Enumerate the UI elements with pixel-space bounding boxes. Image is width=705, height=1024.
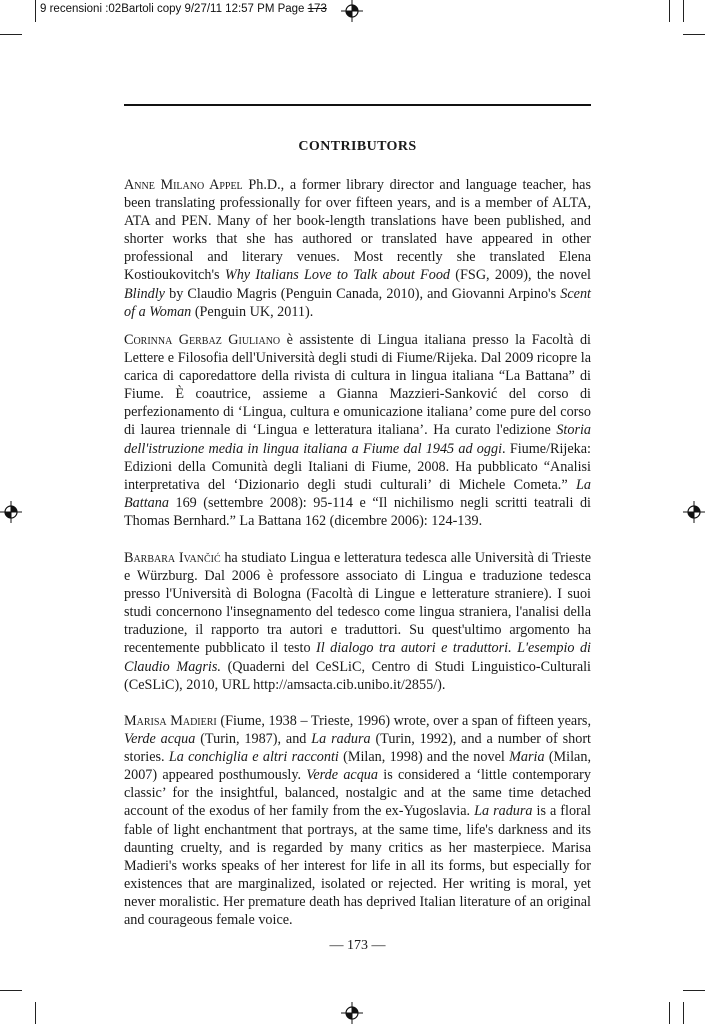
crop-mark-br-v [669,1002,670,1024]
registration-mark-left-icon [0,501,22,523]
contributor-entry-appel [124,176,591,321]
crop-mark-tl-h [0,34,22,35]
bio-text: is a floral fable of light enchantment that portrays, at the same time, life's darkness and its daunting cruelty, and is regarded by many critics as her masterpiece. Marisa Madieri's works speaks of her interest for life in all its forms, but especially for existences that are marginalized, isolated or rejected. Her writing is moral, yet never moralistic. Her premature death has deprived Italian literature of an original and courageous female voice. [124,803,591,929]
work-title: Maria [509,749,545,766]
bio-text: (FSG, 2009), the novel [450,267,591,284]
slug-page-number: 173 [307,3,327,15]
contributor-name: Barbara Ivančić [124,550,221,566]
contributor-name: Anne Milano Appel [124,177,243,193]
crop-mark-tr-h [683,34,705,35]
crop-mark-bl-h [0,990,22,991]
bio-text: (Fiume, 1938 – Trieste, 1996) wrote, over a span of fifteen years, [216,713,591,729]
bio-text: by Claudio Magris (Penguin Canada, 2010), and Giovanni Arpino's [164,285,561,302]
crop-mark-tr-v2 [683,0,684,22]
registration-mark-bottom-icon [341,1002,363,1024]
work-title: Storia dell'istruzione media in lingua italiana a Fiume dal 1945 ad oggi [124,422,591,457]
work-title: Verde acqua [124,731,196,748]
bio-text: 169 (settembre 2008): 95-114 e “Il nichilismo negli scritti teatrali di Thomas Bernhard.” La Battana 162 (dicembre 2006): 124-139. [124,494,591,529]
work-title: La radura [474,803,533,820]
work-title: La Battana [124,476,591,511]
contributor-entry-ivancic [124,549,591,694]
registration-mark-right-icon [683,501,705,523]
work-title: Blindly [124,285,165,302]
page-title: CONTRIBUTORS [298,139,417,154]
bio-text: (Turin, 1992), and a number of short stories. [124,731,591,766]
work-title: Scent of a Woman [124,285,591,320]
work-title: La radura [311,731,371,748]
bio-text: (Penguin UK, 2011). [191,303,314,320]
bio-text: . Fiume/Rijeka: Edizioni della Comunità degli Italiani di Fiume, 2008. Ha pubblicato “Analisi interpretativa del ‘Dizionario degli studi culturali’ di Michele Cometa.” [124,440,591,493]
bio-text: è assistente di Lingua italiana presso la Facoltà di Lettere e Filosofia dell'Università degli studi di Fiume/Rijeka. Dal 2009 ricopre la carica di caporedattore della rivista di cultura in lingua italiana “La Battana” di Fiume. È coautrice, assieme a Gianna Mazzieri-Sanković del corso di perfezionamento di ‘Lingua, cultura e omunicazione italiana’ come pure del corso di laurea triennale di ‘Lingua e letteratura italiana’. Ha curato l'edizione [124,332,591,439]
header-rule [124,104,591,106]
work-title: Verde acqua [306,767,378,784]
bio-text: is considered a ‘little contemporary classic’ for the insightful, balanced, nostalgic and at the same time detached account of the exodus of her family from the ex-Yugoslavia. [124,767,591,820]
contributor-entry-gerbaz-giuliano [124,331,591,530]
crop-mark-tr-v [669,0,670,22]
crop-mark-br-h [683,990,705,991]
bio-text: (Quaderni del CeSLiC, Centro di Studi Linguistico-Culturali (CeSLiC), 2010, URL http://amsacta.cib.unibo.it/2855/). [124,658,592,693]
contributor-name: Corinna Gerbaz Giuliano [124,332,281,348]
bio-text: (Turin, 1987), and [195,731,312,748]
bio-text: ha studiato Lingua e letteratura tedesca alle Università di Trieste e Würzburg. Dal 2006 è professore associato di Lingua e traduzione tedesca presso l'Università di Bologna (Facoltà di Lingue e letterature straniere). I suoi studi concernono l'insegnamento del tedesco come lingua straniera, l'analisi della traduzione, il rapporto tra autori e traduttori. Su quest'ultimo argomento ha recentemente pubblicato il testo [124,550,591,657]
work-title: Il dialogo tra autori e traduttori. L'esempio di Claudio Magris. [124,640,591,675]
work-title: La conchiglia e altri racconti [168,749,339,766]
printer-slug [40,3,327,15]
crop-mark-br-v2 [683,1002,684,1024]
work-title: Why Italians Love to Talk about Food [224,267,451,284]
slug-text: 9 recensioni :02Bartoli copy 9/27/11 12:57 PM Page [40,3,308,15]
bio-text: (Milan, 2007) appeared posthumously. [124,749,591,784]
bio-text: Ph.D., a former library director and language teacher, has been translating professionally for over fifteen years, and is a member of ALTA, ATA and PEN. Many of her book-length translations have been published, and shorter works that she has authored or translated have appeared in other professional and literary venues. Most recently she translated Elena Kostioukovitch's [124,177,591,284]
crop-mark-bl-v [35,1002,36,1024]
registration-mark-top-icon [341,0,363,22]
crop-mark-tl-v [35,0,36,22]
bio-text: (Milan, 1998) and the novel [338,749,510,766]
contributor-name: Marisa Madieri [124,713,217,729]
contributor-entry-madieri [124,712,591,929]
page-number: — 173 — [329,938,386,953]
